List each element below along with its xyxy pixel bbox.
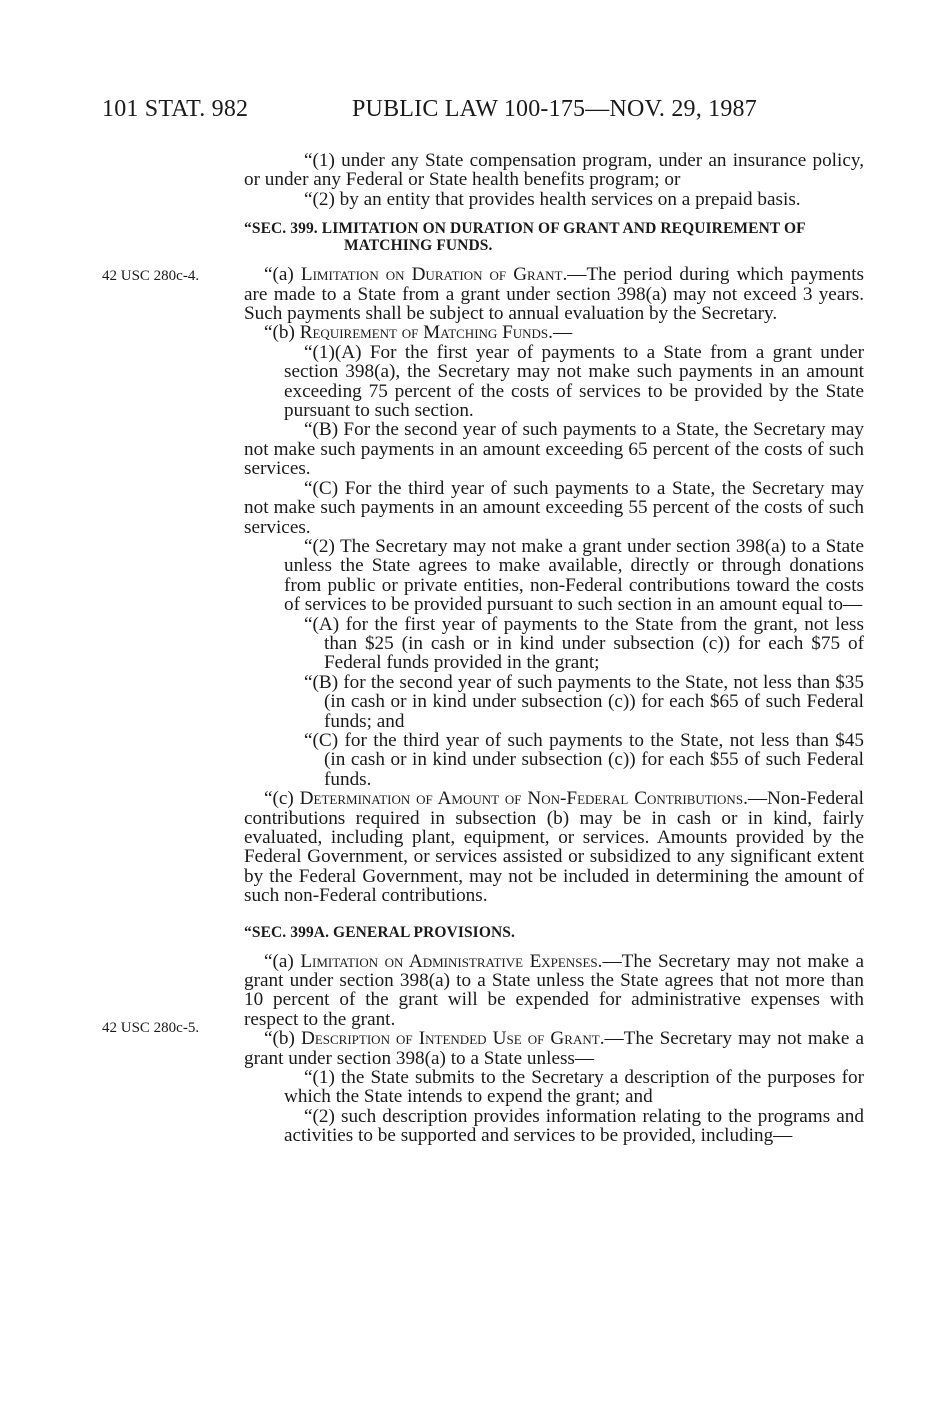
law-reference: PUBLIC LAW 100-175—NOV. 29, 1987 bbox=[352, 96, 757, 122]
paragraph-d1: “(1) the State submits to the Secretary a description of the purposes for which the State intends to expend the grant; and bbox=[284, 1067, 864, 1108]
section-399a-heading: “SEC. 399A. GENERAL PROVISIONS. bbox=[244, 923, 515, 941]
margin-note-usc-280c-4: 42 USC 280c-4. bbox=[102, 268, 200, 284]
paragraph-2: “(2) by an entity that provides health services on a prepaid basis. bbox=[304, 188, 801, 210]
subsection-a-text: .—The period during which payments are made to a State from a grant under section 398(a) may not exceed 3 years. Such payments shall be subject to annual evaluation by the Secretary. bbox=[244, 264, 865, 325]
paragraph-b2: “(2) The Secretary may not make a grant under section 398(a) to a State unless the State agrees to make available, directly or through donations from public or private entities, non-Federal contributions toward the costs of services to be provided pursuant to such section in an amount equal to— bbox=[284, 535, 864, 616]
paragraph-d2: “(2) such description provides information relating to the programs and activities to be supported and services to be provided, including— bbox=[284, 1105, 864, 1147]
paragraph-b1b: “(B) For the second year of such payments to a State, the Secretary may not make such payments in an amount exceeding 65 percent of the costs of such services. bbox=[244, 419, 864, 480]
margin-note-usc-280c-5: 42 USC 280c-5. bbox=[102, 1020, 200, 1036]
subsection-b-heading: Requirement of Matching Funds bbox=[299, 322, 549, 344]
paragraph-b2c: “(C) for the third year of such payments to the State, not less than $45 (in cash or in kind under subsection (c)) for each $55 of such Federal funds. bbox=[304, 729, 864, 790]
subsection-a-open: “(a) bbox=[264, 264, 301, 286]
paragraph-b1c: “(C) For the third year of such payments to a State, the Secretary may not make such payments in an amount exceeding 55 percent of the costs of such services. bbox=[244, 477, 864, 538]
subsection-a2-heading: Limitation on Administrative Expenses bbox=[300, 950, 598, 972]
section-399-heading bbox=[244, 220, 864, 254]
subsection-b-399 bbox=[244, 323, 864, 342]
subsection-c-text: .—Non-Federal contributions required in subsection (b) may be in cash or in kind, fairly evaluated, including plant, equipment, or services. Amounts provided by the Federal Government, or services assisted or subsidized to any significant extent by the Federal Government, may not be included in determining the amount of such non-Federal contributions. bbox=[244, 788, 865, 907]
paragraph-b2a: “(A) for the first year of payments to the State from the grant, not less than $25 (in cash or in kind under subsection (c)) for each $75 of Federal funds provided in the grant; bbox=[304, 613, 864, 674]
subsection-b-open: “(b) bbox=[264, 322, 300, 344]
stat-reference: 101 STAT. 982 bbox=[102, 96, 249, 122]
subsection-b-text: .— bbox=[548, 322, 573, 344]
subsection-b3-heading: Description of Intended Use of Grant bbox=[300, 1028, 600, 1050]
subsection-a2-open: “(a) bbox=[264, 950, 301, 972]
paragraph-1: “(1) under any State compensation program, under an insurance policy, or under any Federal or State health benefits program; or bbox=[244, 150, 864, 191]
subsection-c-399 bbox=[244, 789, 864, 905]
section-399-title-cont: MATCHING FUNDS. bbox=[344, 237, 493, 255]
section-399-title: “SEC. 399. LIMITATION ON DURATION OF GRANT AND REQUIREMENT OF bbox=[244, 220, 806, 238]
subsection-a-heading: Limitation on Duration of Grant bbox=[300, 264, 563, 286]
subsection-a-399 bbox=[244, 265, 864, 323]
subsection-b-399a bbox=[244, 1029, 864, 1068]
subsection-a2-text: .—The Secretary may not make a grant under section 398(a) to a State unless the State agrees that not more than 10 percent of the grant will be expended for administrative expenses with respect to the grant. bbox=[244, 950, 864, 1030]
subsection-c-heading: Determination of Amount of Non-Federal Contributions bbox=[299, 788, 744, 810]
law-text-body bbox=[244, 151, 864, 1146]
subsection-c-open: “(c) bbox=[264, 788, 300, 810]
subsection-a-399a bbox=[244, 952, 864, 1030]
subsection-b3-text: .—The Secretary may not make a grant under section 398(a) to a State unless— bbox=[244, 1028, 865, 1069]
subsection-b3-open: “(b) bbox=[264, 1028, 301, 1050]
paragraph-b2b: “(B) for the second year of such payments to the State, not less than $35 (in cash or in kind under subsection (c)) for each $65 of such Federal funds; and bbox=[304, 671, 864, 732]
paragraph-b1a: “(1)(A) For the first year of payments to a State from a grant under section 398(a), the Secretary may not make such payments in an amount exceeding 75 percent of the costs of services to be provided by the State pursuant to such section. bbox=[284, 341, 864, 422]
